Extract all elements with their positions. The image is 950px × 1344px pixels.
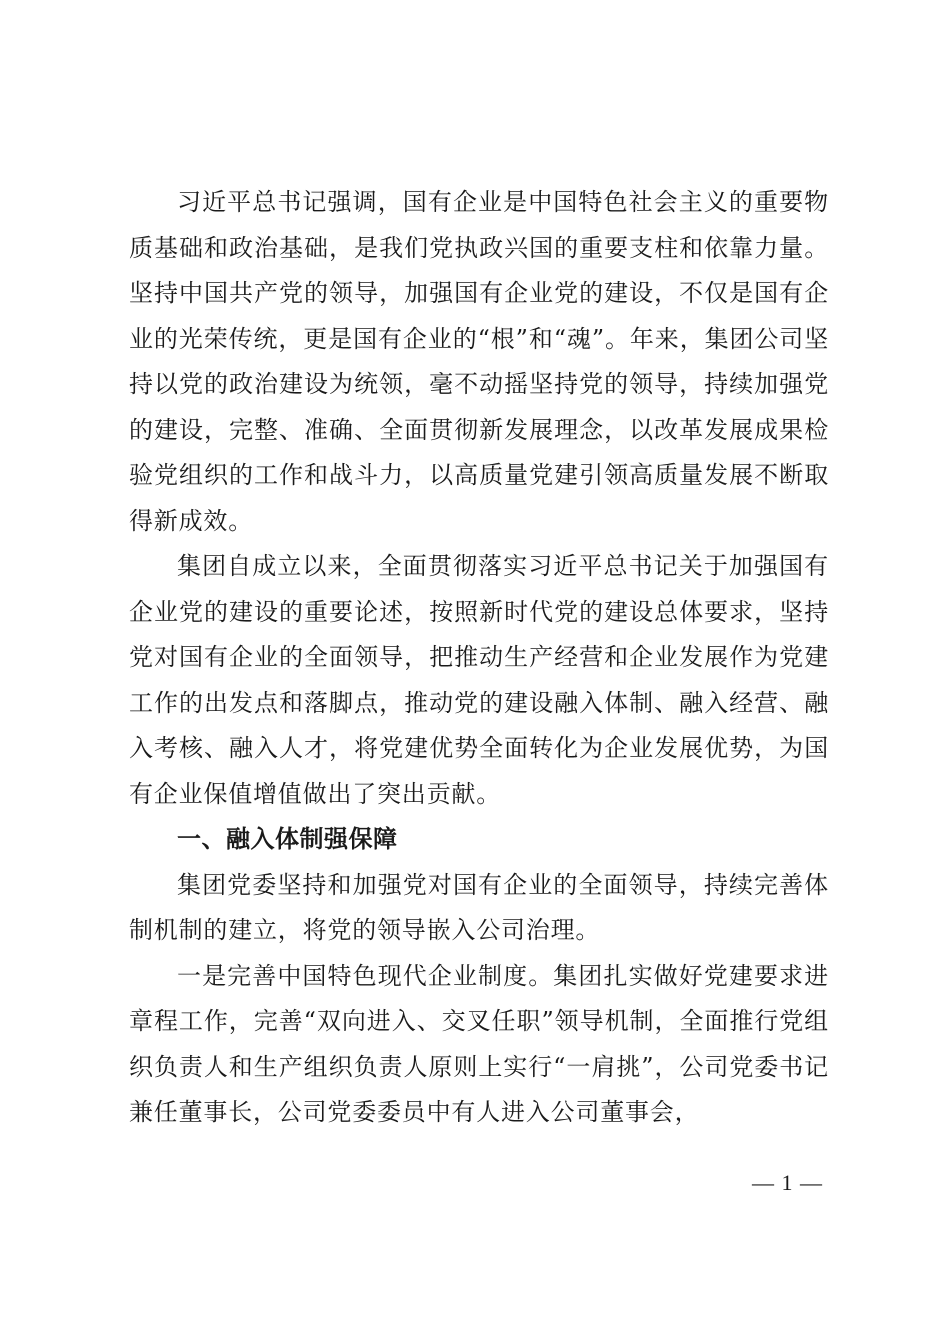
section-point-paragraph: 一是完善中国特色现代企业制度。集团扎实做好党建要求进章程工作，完善“双向进入、交叉任职”领导机制，全面推行党组织负责人和生产组织负责人原则上实行“一肩挑”，公司党委书记兼任董事长，公司党委委员中有人进入公司董事会， <box>129 961 829 1126</box>
section-heading: 一、融入体制强保障 <box>177 825 398 853</box>
section-intro-paragraph: 集团党委坚持和加强党对国有企业的全面领导，持续完善体制机制的建立，将党的领导嵌入公司治理。 <box>129 870 829 944</box>
page-number: — 1 — <box>752 1170 823 1195</box>
overview-paragraph: 集团自成立以来，全面贯彻落实习近平总书记关于加强国有企业党的建设的重要论述，按照新时代党的建设总体要求，坚持党对国有企业的全面领导，把推动生产经营和企业发展作为党建工作的出发点和落脚点，推动党的建设融入体制、融入经营、融入考核、融入人才，将党建优势全面转化为企业发展优势，为国有企业保值增值做出了突出贡献。 <box>129 552 829 808</box>
intro-paragraph: 习近平总书记强调，国有企业是中国特色社会主义的重要物质基础和政治基础，是我们党执政兴国的重要支柱和依靠力量。坚持中国共产党的领导，加强国有企业党的建设，不仅是国有企业的光荣传统，更是国有企业的“根”和“魂”。年来，集团公司坚持以党的政治建设为统领，毫不动摇坚持党的领导，持续加强党的建设，完整、准确、全面贯彻新发展理念，以改革发展成果检验党组织的工作和战斗力，以高质量党建引领高质量发展不断取得新成效。 <box>129 188 829 535</box>
body-text <box>129 180 829 1136</box>
